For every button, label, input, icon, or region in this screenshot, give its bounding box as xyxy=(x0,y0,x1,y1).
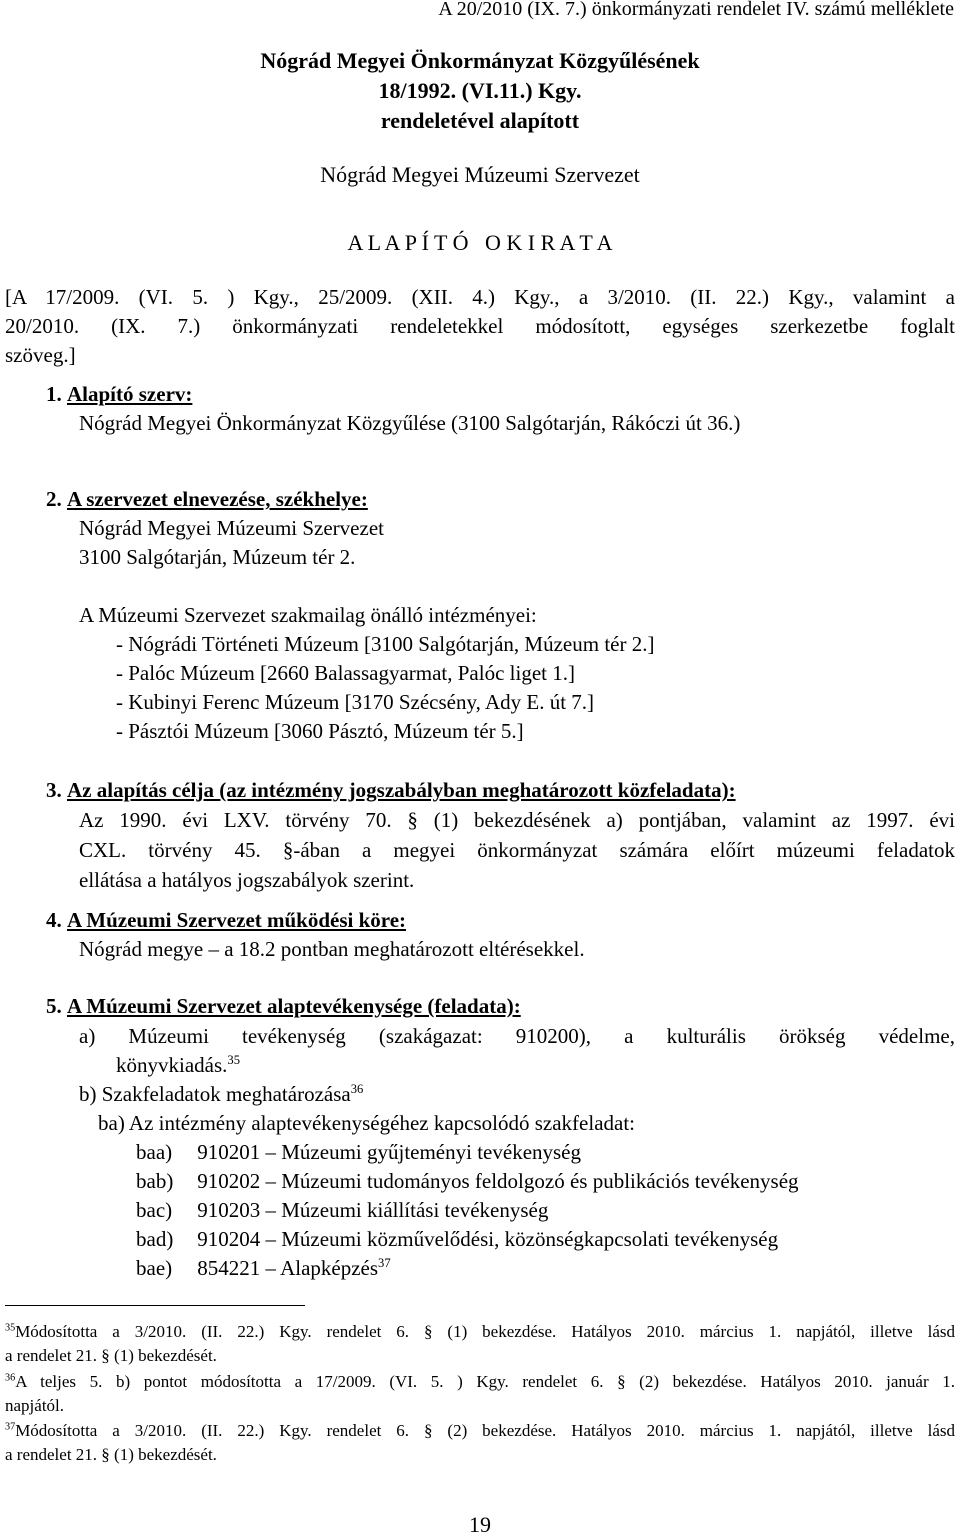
task-item xyxy=(136,1256,391,1281)
institutions-intro: A Múzeumi Szervezet szakmailag önálló intézményei: xyxy=(79,603,537,627)
title-line-3: rendeletével alapított xyxy=(380,108,580,133)
activity-a-line-2 xyxy=(116,1053,240,1078)
section-1-heading xyxy=(46,382,192,407)
footnote-separator xyxy=(5,1305,305,1306)
org-name-heading: Nógrád Megyei Múzeumi Szervezet xyxy=(320,162,640,187)
task-code: bad) xyxy=(136,1227,174,1251)
task-item xyxy=(136,1169,799,1194)
purpose-line-2: CXL. törvény 45. §-ában a megyei önkormányzat számára előírt múzeumi feladatok xyxy=(79,838,955,862)
section-number: 3. xyxy=(46,778,62,802)
footnote-text: Módosította a 3/2010. (II. 22.) Kgy. rendelet 6. § (2) bekezdése. Hatályos 2010. március 1. napjától, illetve lásd xyxy=(15,1421,955,1440)
page-number: 19 xyxy=(469,1512,491,1537)
activity-a-line-1: a) Múzeumi tevékenység (szakágazat: 910200), a kulturális örökség védelme, xyxy=(79,1024,955,1048)
footnote-ref-37[interactable]: 37 xyxy=(378,1256,391,1270)
section-4-heading xyxy=(46,908,406,933)
footnote-37-line-1 xyxy=(5,1421,955,1441)
footnote-ref-36[interactable]: 36 xyxy=(350,1082,364,1096)
task-code: bab) xyxy=(136,1169,174,1193)
task-item xyxy=(136,1140,581,1165)
section-title: Az alapítás célja (az intézmény jogszabályban meghatározott közfeladata): xyxy=(67,778,736,802)
institution-item: - Kubinyi Ferenc Múzeum [3170 Szécsény, Ady E. út 7.] xyxy=(116,690,595,714)
activity-ba-line: ba) Az intézmény alaptevékenységéhez kapcsolódó szakfeladat: xyxy=(98,1111,636,1135)
footnote-number: 36 xyxy=(5,1372,16,1384)
task-text: 910204 – Múzeumi közművelődési, közönségkapcsolati tevékenység xyxy=(197,1227,779,1251)
organization-address: 3100 Salgótarján, Múzeum tér 2. xyxy=(79,545,356,569)
footnote-37-line-2: a rendelet 21. § (1) bekezdését. xyxy=(5,1445,217,1464)
task-code: bac) xyxy=(136,1198,173,1222)
section-title: A Múzeumi Szervezet alaptevékenysége (feladata): xyxy=(67,994,521,1018)
activity-b-text: b) Szakfeladatok meghatározása xyxy=(79,1082,351,1106)
preamble-line-3: szöveg.] xyxy=(5,343,76,367)
task-item xyxy=(136,1227,778,1252)
title-line-1: Nógrád Megyei Önkormányzat Közgyűlésének xyxy=(260,48,700,73)
task-code: bae) xyxy=(136,1256,173,1280)
annex-header: A 20/2010 (IX. 7.) önkormányzati rendelet IV. számú melléklete xyxy=(438,0,954,20)
section-number: 2. xyxy=(46,487,62,511)
footnote-36-line-1 xyxy=(5,1372,955,1392)
purpose-line-3: ellátása a hatályos jogszabályok szerint. xyxy=(79,868,415,892)
preamble-line-2: 20/2010. (IX. 7.) önkormányzati rendeletekkel módosított, egységes szerkezetbe foglalt xyxy=(5,314,955,338)
operational-scope-text: Nógrád megye – a 18.2 pontban meghatározott eltérésekkel. xyxy=(79,937,585,961)
section-number: 5. xyxy=(46,994,62,1018)
section-3-heading xyxy=(46,778,736,803)
title-line-2: 18/1992. (VI.11.) Kgy. xyxy=(378,78,582,103)
section-number: 1. xyxy=(46,382,62,406)
institution-item: - Palóc Múzeum [2660 Balassagyarmat, Palóc liget 1.] xyxy=(116,661,575,685)
footnote-number: 35 xyxy=(5,1322,16,1334)
task-text: 910201 – Múzeumi gyűjteményi tevékenység xyxy=(197,1140,582,1164)
founder-text: Nógrád Megyei Önkormányzat Közgyűlése (3100 Salgótarján, Rákóczi út 36.) xyxy=(79,411,741,435)
task-code: baa) xyxy=(136,1140,173,1164)
section-title: Alapító szerv: xyxy=(67,382,193,406)
activity-b-line xyxy=(79,1082,363,1107)
footnote-ref-35[interactable]: 35 xyxy=(227,1053,240,1067)
task-text: 910203 – Múzeumi kiállítási tevékenység xyxy=(197,1198,549,1222)
task-text: 910202 – Múzeumi tudományos feldolgozó és publikációs tevékenység xyxy=(197,1169,799,1193)
purpose-line-1: Az 1990. évi LXV. törvény 70. § (1) bekezdésének a) pontjában, valamint az 1997. évi xyxy=(79,808,955,832)
institution-item: - Pásztói Múzeum [3060 Pásztó, Múzeum tér 5.] xyxy=(116,719,524,743)
footnote-36-line-2: napjától. xyxy=(5,1396,65,1415)
footnote-number: 37 xyxy=(5,1421,16,1433)
footnote-text: Módosította a 3/2010. (II. 22.) Kgy. rendelet 6. § (1) bekezdése. Hatályos 2010. március 1. napjától, illetve lásd xyxy=(15,1322,955,1341)
section-2-heading xyxy=(46,487,368,512)
section-title: A Múzeumi Szervezet működési köre: xyxy=(67,908,407,932)
task-text: 854221 – Alapképzés xyxy=(197,1256,379,1280)
section-5-heading xyxy=(46,994,521,1019)
footnote-35-line-2: a rendelet 21. § (1) bekezdését. xyxy=(5,1346,217,1365)
section-title: A szervezet elnevezése, székhelye: xyxy=(67,487,368,511)
footnote-text: A teljes 5. b) pontot módosította a 17/2009. (VI. 5. ) Kgy. rendelet 6. § (2) bekezdése. Hatályos 2010. január 1. xyxy=(15,1372,955,1391)
activity-a-text: könyvkiadás. xyxy=(116,1053,228,1077)
preamble-line-1: [A 17/2009. (VI. 5. ) Kgy., 25/2009. (XII. 4.) Kgy., a 3/2010. (II. 22.) Kgy., valamint a xyxy=(5,285,955,309)
section-number: 4. xyxy=(46,908,62,932)
institution-item: - Nógrádi Történeti Múzeum [3100 Salgótarján, Múzeum tér 2.] xyxy=(116,632,655,656)
task-item xyxy=(136,1198,548,1223)
organization-name: Nógrád Megyei Múzeumi Szervezet xyxy=(79,516,384,540)
footnote-35-line-1 xyxy=(5,1322,955,1342)
document-type-heading: A L A P Í T Ó O K I R A T A xyxy=(347,230,613,255)
